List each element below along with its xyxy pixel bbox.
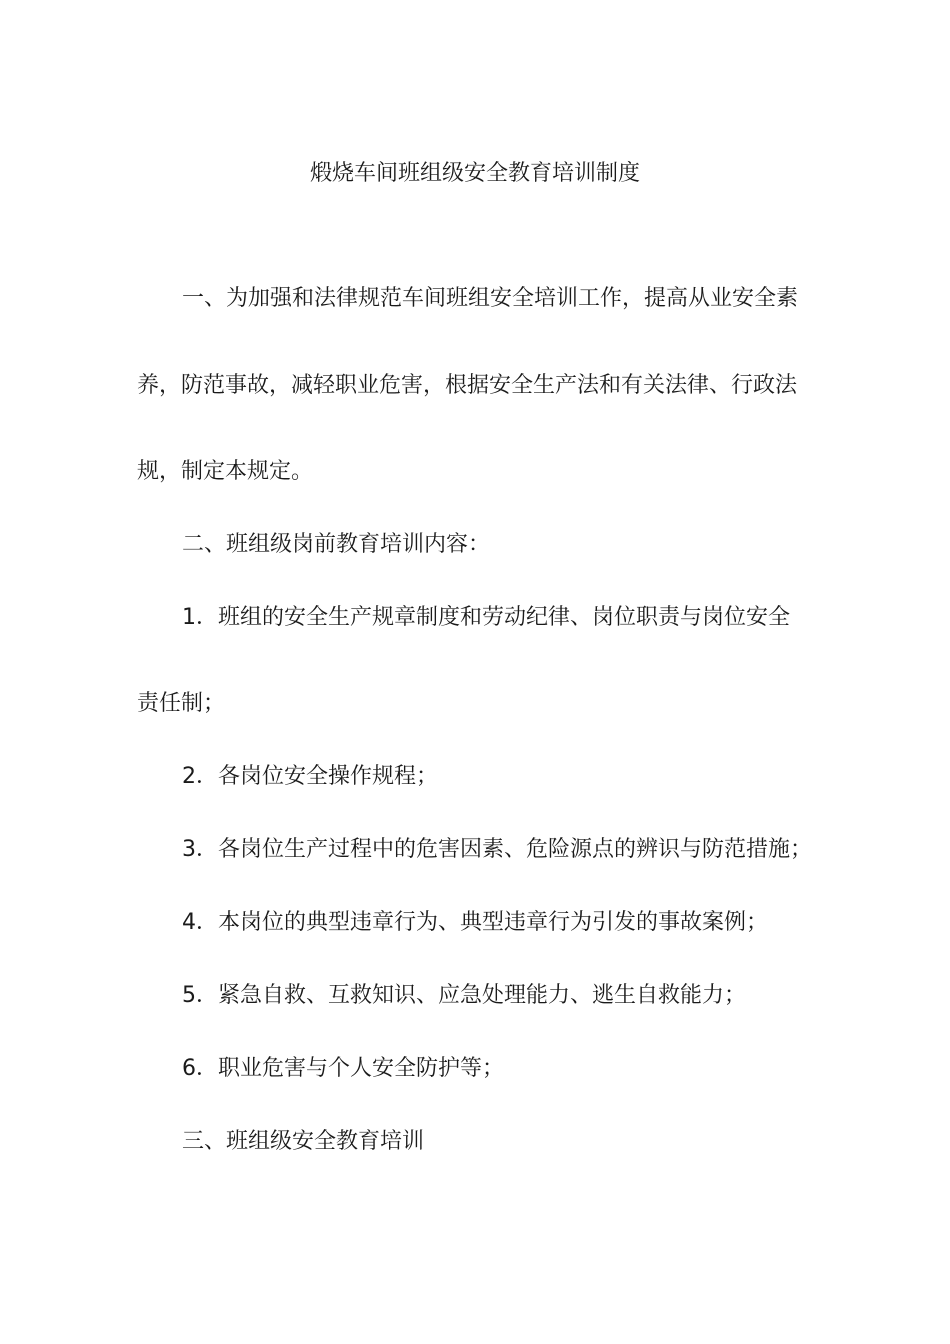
list-item-1: 1．班组的安全生产规章制度和劳动纪律、岗位职责与岗位安全 [182, 605, 790, 630]
section-heading-2: 二、班组级岗前教育培训内容： [182, 532, 491, 557]
paragraph-line-1: 一、为加强和法律规范车间班组安全培训工作，提高从业安全素 [182, 286, 799, 311]
paragraph-line-2: 养，防范事故，减轻职业危害，根据安全生产法和有关法律、行政法 [137, 373, 798, 398]
list-item-3: 3．各岗位生产过程中的危害因素、危险源点的辨识与防范措施； [182, 837, 812, 862]
section-heading-3: 三、班组级安全教育培训 [182, 1129, 425, 1154]
list-item-2: 2．各岗位安全操作规程； [182, 764, 438, 789]
list-item-5: 5．紧急自救、互救知识、应急处理能力、逃生自救能力； [182, 983, 746, 1008]
list-item-4: 4．本岗位的典型违章行为、典型违章行为引发的事故案例； [182, 910, 768, 935]
document-title: 煅烧车间班组级安全教育培训制度 [309, 161, 640, 186]
paragraph-line-3: 规，制定本规定。 [137, 459, 314, 484]
list-item-6: 6．职业危害与个人安全防护等； [182, 1056, 504, 1081]
list-item-1-continued: 责任制； [137, 691, 226, 716]
